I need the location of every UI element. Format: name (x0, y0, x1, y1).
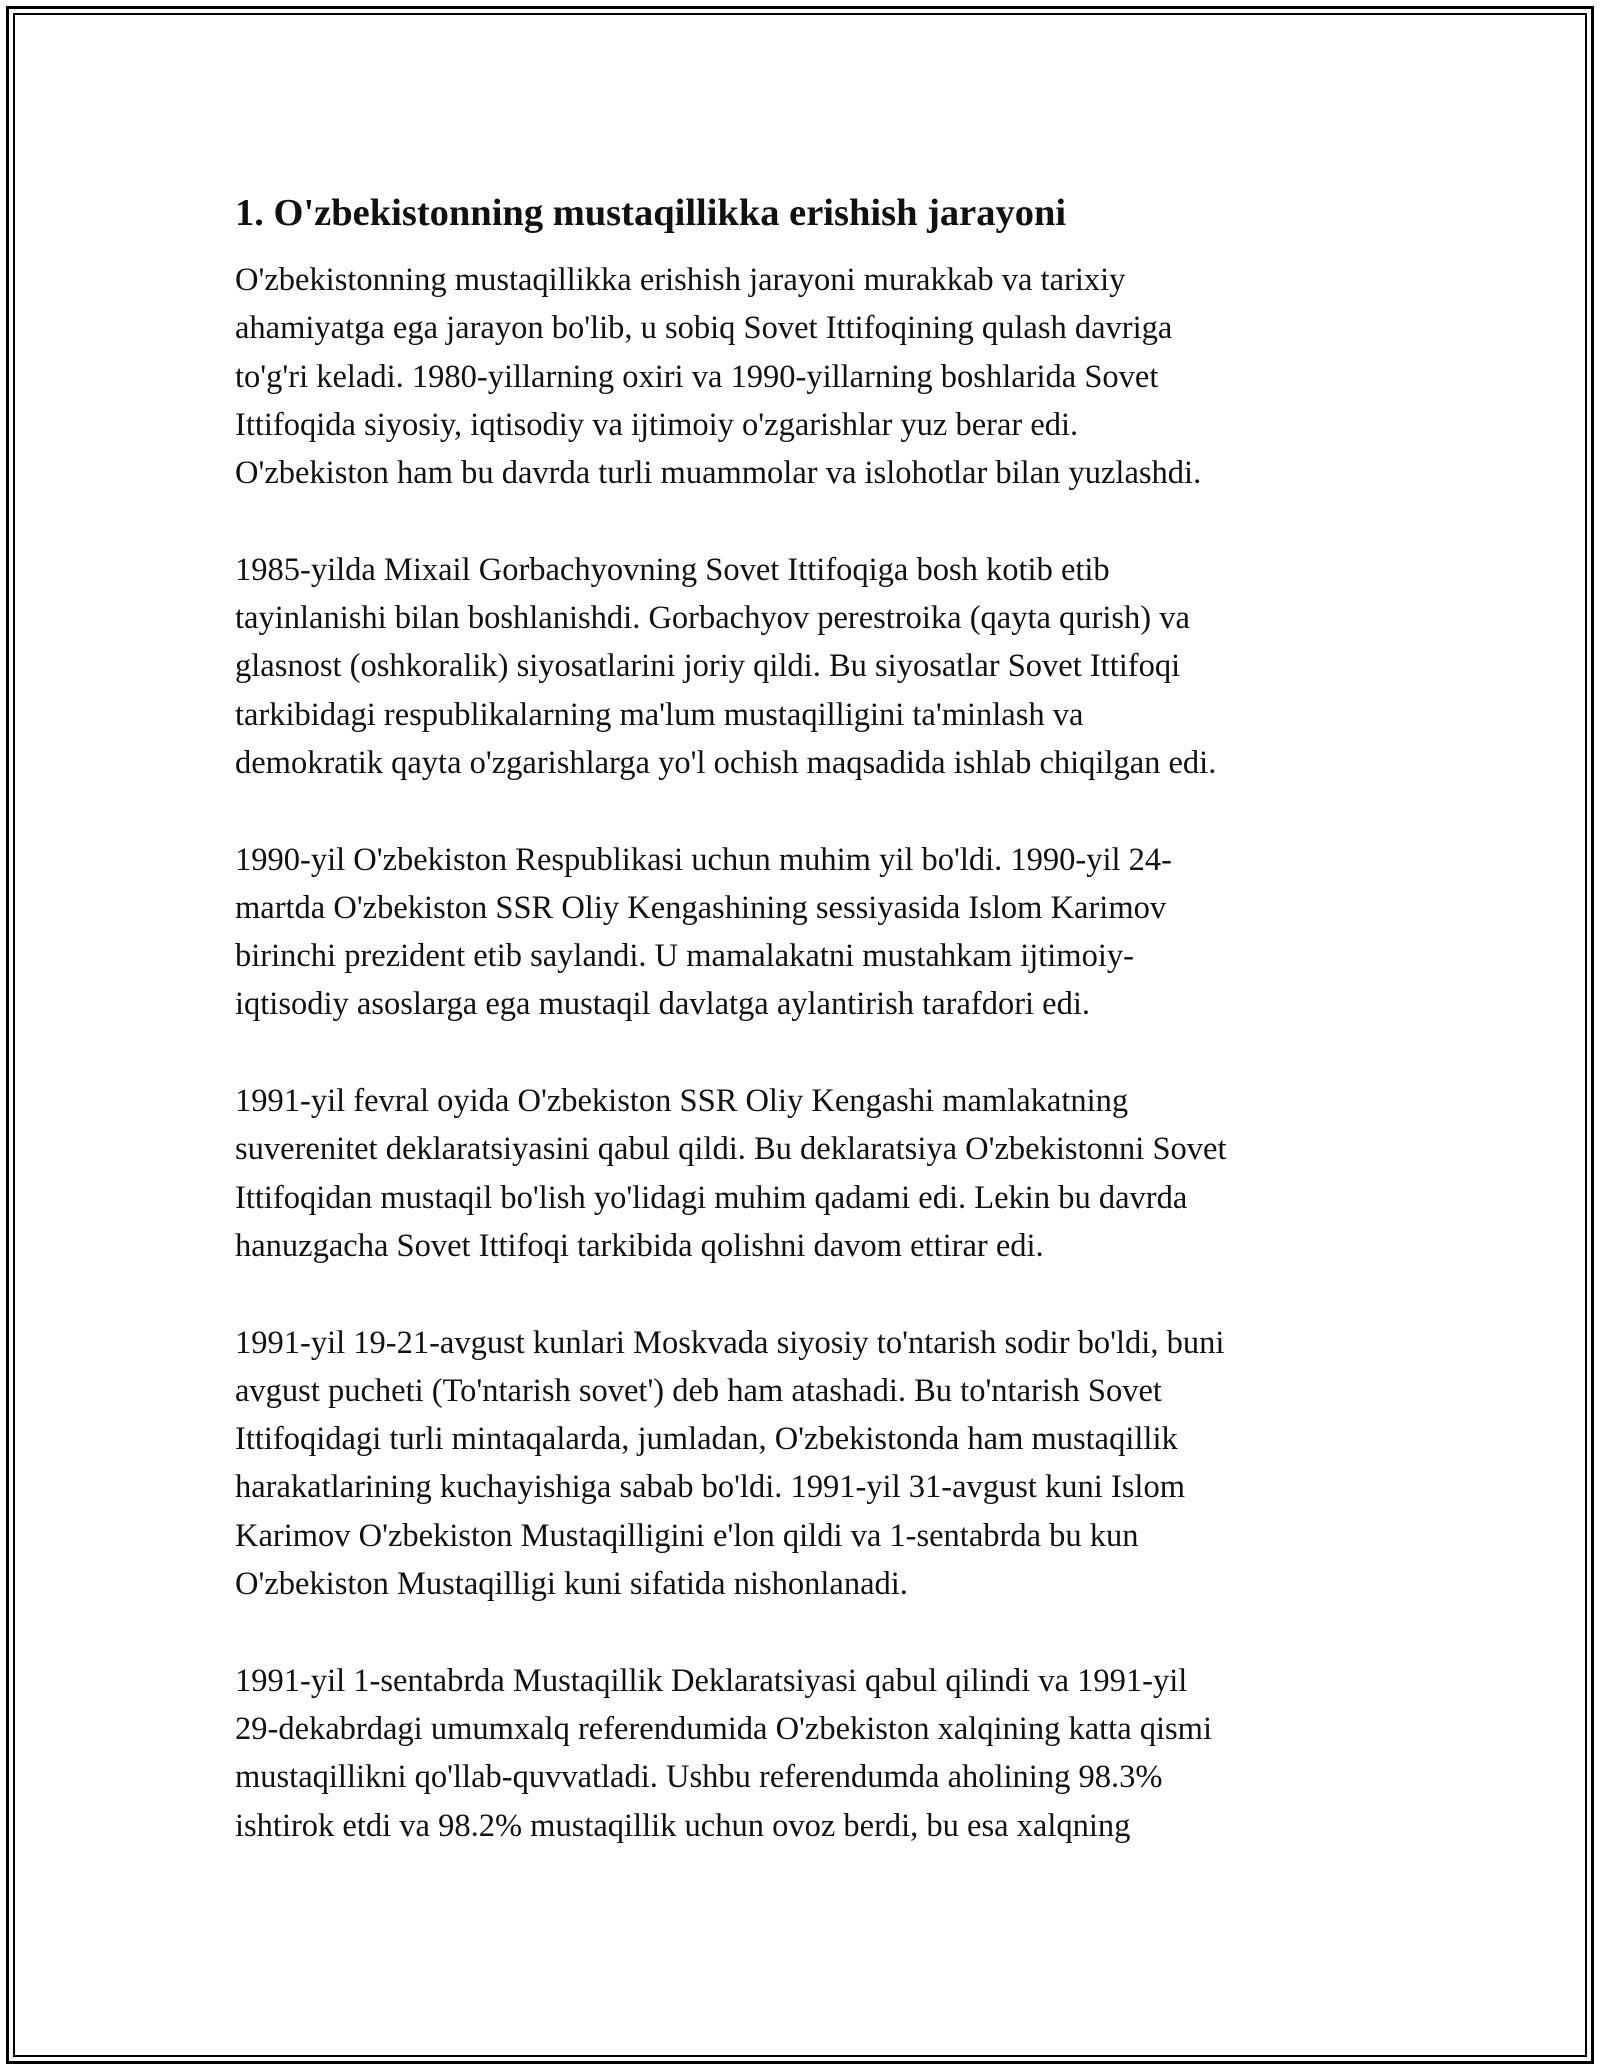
text-line: demokratik qayta o'zgarishlarga yo'l ochish maqsadida ishlab chiqilgan edi. (235, 744, 1217, 781)
text-line: Ittifoqidagi turli mintaqalarda, jumladan, O'zbekistonda ham mustaqillik (235, 1421, 1178, 1458)
text-line: Ittifoqida siyosiy, iqtisodiy va ijtimoiy o'zgarishlar yuz berar edi. (235, 406, 1079, 443)
text-line: iqtisodiy asoslarga ega mustaqil davlatga aylantirish tarafdori edi. (235, 986, 1090, 1023)
text-line: to'g'ri keladi. 1980-yillarning oxiri va 1990-yillarning boshlarida Sovet (235, 358, 1159, 395)
text-line: 1991-yil 1-sentabrda Mustaqillik Deklaratsiyasi qabul qilindi va 1991-yil (235, 1662, 1188, 1699)
text-line: ahamiyatga ega jarayon bo'lib, u sobiq Sovet Ittifoqining qulash davriga (235, 310, 1173, 347)
text-line: O'zbekiston Mustaqilligi kuni sifatida nishonlanadi. (235, 1566, 908, 1603)
text-line: birinchi prezident etib saylandi. U mamalakatni mustahkam ijtimoiy- (235, 938, 1134, 975)
paragraph-list (235, 256, 1370, 1850)
text-line: martda O'zbekiston SSR Oliy Kengashining sessiyasida Islom Karimov (235, 889, 1167, 926)
paragraph (235, 836, 1370, 1029)
page-title: 1. O'zbekistonning mustaqillikka erishish jarayoni (235, 192, 1067, 234)
text-line: tarkibidagi respublikalarning ma'lum mustaqilligini ta'minlash va (235, 696, 1084, 733)
text-line: 29-dekabrdagi umumxalq referendumida O'zbekiston xalqining katta qismi (235, 1710, 1212, 1747)
text-line: O'zbekistonning mustaqillikka erishish jarayoni murakkab va tarixiy (235, 262, 1126, 298)
text-line: hanuzgacha Sovet Ittifoqi tarkibida qolishni davom ettirar edi. (235, 1227, 1044, 1264)
text-line: ishtirok etdi va 98.2% mustaqillik uchun ovoz berdi, bu esa xalqning (235, 1807, 1131, 1844)
text-line: avgust pucheti (To'ntarish sovet') deb ham atashadi. Bu to'ntarish Sovet (235, 1372, 1162, 1409)
text-line: O'zbekiston ham bu davrda turli muammolar va islohotlar bilan yuzlashdi. (235, 455, 1202, 492)
text-line: 1991-yil fevral oyida O'zbekiston SSR Oliy Kengashi mamlakatning (235, 1083, 1129, 1120)
paragraph (235, 1319, 1370, 1609)
paragraph (235, 1077, 1370, 1270)
text-line: 1991-yil 19-21-avgust kunlari Moskvada siyosiy to'ntarish sodir bo'ldi, buni (235, 1324, 1225, 1361)
text-line: 1985-yilda Mixail Gorbachyovning Sovet Ittifoqiga bosh kotib etib (235, 551, 1110, 588)
text-line: tayinlanishi bilan boshlanishdi. Gorbachyov perestroika (qayta qurish) va (235, 600, 1190, 637)
paragraph (235, 1657, 1370, 1850)
text-line: suverenitet deklaratsiyasini qabul qildi. Bu deklaratsiya O'zbekistonni Sovet (235, 1131, 1227, 1168)
paragraph (235, 256, 1370, 497)
text-line: glasnost (oshkoralik) siyosatlarini joriy qildi. Bu siyosatlar Sovet Ittifoqi (235, 648, 1181, 685)
text-line: mustaqillikni qo'llab-quvvatladi. Ushbu referendumda aholining 98.3% (235, 1759, 1163, 1796)
document-body (235, 186, 1370, 1898)
text-line: 1990-yil O'zbekiston Respublikasi uchun muhim yil bo'ldi. 1990-yil 24- (235, 841, 1172, 878)
text-line: Ittifoqidan mustaqil bo'lish yo'lidagi muhim qadami edi. Lekin bu davrda (235, 1179, 1188, 1216)
text-line: harakatlarining kuchayishiga sabab bo'ldi. 1991-yil 31-avgust kuni Islom (235, 1469, 1185, 1506)
text-line: Karimov O'zbekiston Mustaqilligini e'lon qildi va 1-sentabrda bu kun (235, 1517, 1139, 1554)
paragraph (235, 546, 1370, 787)
